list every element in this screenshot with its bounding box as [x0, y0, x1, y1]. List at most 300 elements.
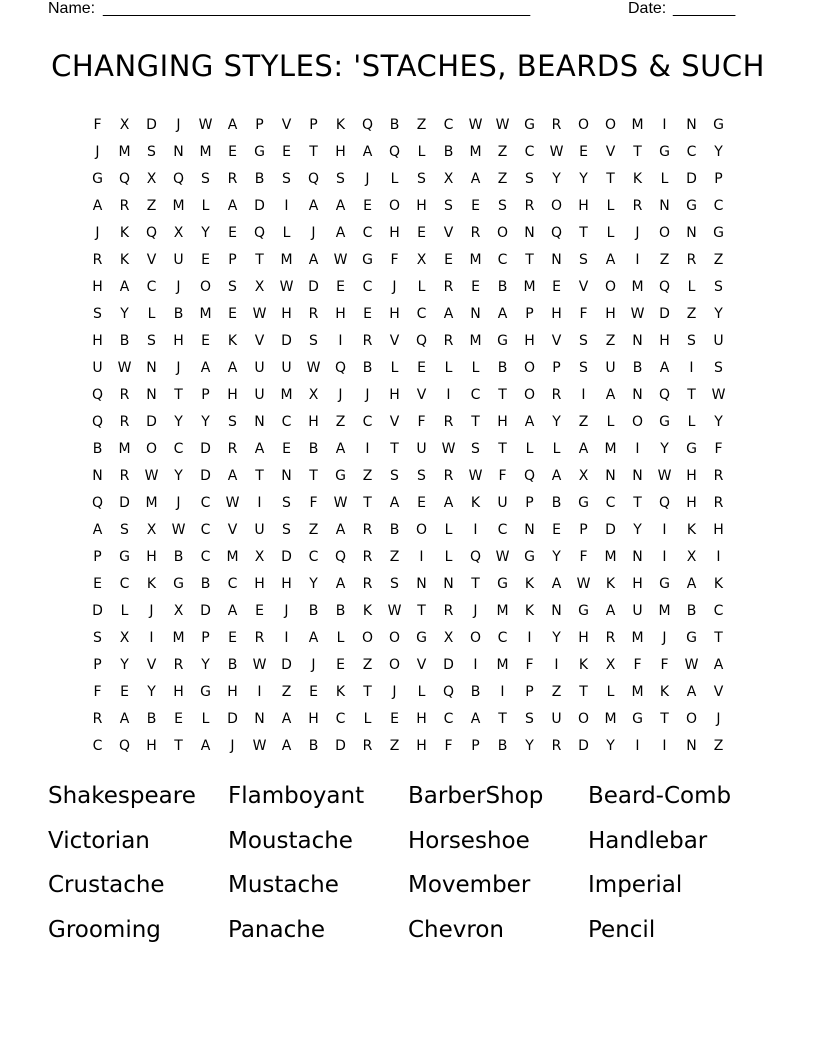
grid-letter: M: [469, 252, 482, 268]
grid-letter: F: [660, 657, 669, 673]
grid-letter: H: [632, 576, 643, 592]
grid-letter: A: [362, 144, 373, 160]
grid-letter: C: [173, 441, 184, 457]
grid-letter: B: [308, 603, 319, 619]
grid-letter: D: [92, 603, 103, 619]
grid-letter: P: [471, 738, 480, 754]
grid-letter: U: [713, 333, 724, 349]
grid-letter: I: [689, 360, 694, 376]
grid-letter: O: [577, 711, 590, 727]
grid-letter: A: [551, 576, 562, 592]
grid-letter: B: [173, 306, 184, 322]
grid-letter: N: [551, 252, 562, 268]
grid-letter: V: [551, 333, 562, 349]
grid-letter: X: [416, 252, 427, 268]
grid-letter: J: [176, 117, 181, 133]
grid-letter: J: [365, 387, 370, 403]
grid-letter: O: [604, 117, 617, 133]
grid-letter: G: [578, 495, 589, 511]
grid-letter: M: [145, 495, 158, 511]
grid-letter: K: [659, 684, 670, 700]
grid-letter: X: [443, 630, 454, 646]
grid-letter: T: [309, 144, 318, 160]
grid-letter: K: [335, 117, 346, 133]
letter-grid: [84, 112, 732, 760]
grid-letter: Y: [579, 171, 588, 187]
grid-letter: C: [686, 144, 697, 160]
word-list-item: Handlebar: [588, 827, 708, 854]
grid-letter: U: [92, 360, 103, 376]
grid-letter: T: [174, 738, 183, 754]
grid-letter: K: [119, 252, 130, 268]
grid-letter: B: [308, 441, 319, 457]
grid-letter: M: [469, 333, 482, 349]
grid-letter: R: [362, 549, 373, 565]
grid-letter: R: [470, 225, 481, 241]
grid-letter: S: [444, 198, 453, 214]
grid-letter: R: [713, 495, 724, 511]
grid-letter: O: [550, 198, 563, 214]
grid-letter: H: [389, 225, 400, 241]
grid-letter: Y: [525, 738, 534, 754]
grid-letter: J: [635, 225, 640, 241]
grid-letter: E: [363, 198, 372, 214]
grid-letter: M: [496, 657, 509, 673]
grid-letter: D: [254, 198, 265, 214]
header-line: [48, 0, 748, 20]
grid-letter: J: [230, 738, 235, 754]
grid-letter: U: [416, 441, 427, 457]
grid-letter: Y: [201, 225, 210, 241]
word-list-item: Victorian: [48, 827, 150, 854]
grid-letter: G: [362, 252, 373, 268]
grid-letter: D: [659, 306, 670, 322]
grid-letter: U: [254, 360, 265, 376]
grid-letter: Y: [633, 522, 642, 538]
grid-letter: L: [417, 279, 426, 295]
grid-letter: A: [578, 441, 589, 457]
word-list-item: Mustache: [228, 872, 339, 898]
grid-letter: H: [551, 306, 562, 322]
grid-letter: H: [173, 333, 184, 349]
grid-letter: Q: [334, 549, 347, 565]
grid-letter: S: [390, 576, 399, 592]
grid-letter: W: [468, 117, 483, 133]
grid-letter: F: [579, 306, 588, 322]
grid-letter: L: [201, 198, 210, 214]
grid-row: [84, 706, 732, 733]
grid-letter: W: [252, 738, 267, 754]
grid-letter: A: [713, 657, 724, 673]
grid-letter: L: [336, 630, 345, 646]
grid-letter: D: [200, 468, 211, 484]
grid-letter: Z: [551, 684, 562, 700]
word-list-item: Panache: [228, 916, 325, 943]
grid-row: [84, 571, 732, 598]
grid-letter: Z: [497, 144, 508, 160]
grid-letter: H: [92, 279, 103, 295]
grid-letter: M: [604, 441, 617, 457]
grid-letter: I: [635, 441, 640, 457]
grid-letter: B: [308, 738, 319, 754]
grid-letter: Q: [334, 360, 347, 376]
grid-letter: T: [498, 711, 507, 727]
grid-letter: A: [605, 387, 616, 403]
grid-letter: U: [632, 603, 643, 619]
grid-letter: C: [119, 576, 130, 592]
grid-letter: B: [389, 117, 400, 133]
grid-letter: U: [551, 711, 562, 727]
grid-letter: T: [471, 414, 480, 430]
word-list: [48, 778, 768, 956]
grid-letter: G: [173, 576, 184, 592]
grid-letter: T: [633, 495, 642, 511]
grid-letter: L: [687, 279, 696, 295]
grid-letter: L: [390, 171, 399, 187]
grid-letter: A: [335, 441, 346, 457]
grid-letter: H: [335, 144, 346, 160]
grid-letter: P: [93, 657, 102, 673]
grid-letter: W: [279, 279, 294, 295]
grid-letter: A: [227, 468, 238, 484]
grid-letter: P: [201, 630, 210, 646]
grid-letter: H: [686, 495, 697, 511]
grid-letter: N: [416, 576, 427, 592]
grid-letter: Q: [523, 468, 536, 484]
grid-letter: K: [362, 603, 373, 619]
grid-letter: T: [687, 387, 696, 403]
grid-letter: Y: [201, 657, 210, 673]
grid-letter: V: [578, 279, 589, 295]
grid-letter: R: [173, 657, 184, 673]
grid-letter: K: [335, 684, 346, 700]
grid-letter: O: [388, 198, 401, 214]
grid-letter: C: [416, 306, 427, 322]
grid-letter: L: [282, 225, 291, 241]
grid-letter: J: [176, 360, 181, 376]
grid-letter: A: [686, 684, 697, 700]
grid-letter: N: [632, 549, 643, 565]
grid-letter: E: [552, 279, 561, 295]
grid-letter: S: [120, 522, 129, 538]
grid-letter: R: [227, 441, 238, 457]
grid-letter: H: [227, 387, 238, 403]
grid-letter: A: [119, 279, 130, 295]
grid-letter: C: [497, 630, 508, 646]
grid-letter: L: [525, 441, 534, 457]
grid-letter: O: [496, 225, 509, 241]
grid-letter: K: [146, 576, 157, 592]
grid-letter: B: [335, 603, 346, 619]
grid-letter: G: [497, 333, 508, 349]
grid-letter: Q: [118, 171, 131, 187]
grid-letter: E: [120, 684, 129, 700]
grid-letter: V: [416, 387, 427, 403]
grid-letter: G: [659, 414, 670, 430]
grid-letter: Z: [281, 684, 292, 700]
grid-letter: E: [174, 711, 183, 727]
grid-letter: R: [119, 387, 130, 403]
grid-letter: I: [419, 549, 424, 565]
grid-letter: I: [473, 657, 478, 673]
grid-letter: X: [605, 657, 616, 673]
grid-letter: C: [470, 387, 481, 403]
grid-letter: W: [495, 117, 510, 133]
grid-letter: L: [417, 144, 426, 160]
grid-letter: B: [146, 711, 157, 727]
grid-letter: M: [631, 684, 644, 700]
grid-letter: T: [606, 171, 615, 187]
grid-letter: X: [119, 630, 130, 646]
grid-letter: X: [686, 549, 697, 565]
grid-letter: P: [201, 387, 210, 403]
grid-letter: U: [254, 387, 265, 403]
grid-letter: A: [308, 198, 319, 214]
grid-letter: K: [524, 576, 535, 592]
grid-letter: M: [469, 144, 482, 160]
grid-letter: C: [713, 198, 724, 214]
grid-letter: D: [443, 657, 454, 673]
grid-letter: A: [200, 738, 211, 754]
grid-letter: Q: [91, 495, 104, 511]
grid-letter: M: [199, 144, 212, 160]
grid-letter: N: [146, 360, 157, 376]
grid-letter: X: [173, 225, 184, 241]
grid-letter: T: [255, 468, 264, 484]
grid-letter: A: [227, 117, 238, 133]
grid-letter: K: [686, 522, 697, 538]
grid-letter: Y: [714, 414, 723, 430]
grid-letter: L: [363, 711, 372, 727]
grid-letter: E: [228, 306, 237, 322]
word-list-item: BarberShop: [408, 783, 544, 809]
grid-letter: P: [255, 117, 264, 133]
grid-letter: I: [149, 630, 154, 646]
grid-letter: Y: [660, 441, 669, 457]
word-list-item: Grooming: [48, 916, 161, 943]
grid-letter: A: [308, 252, 319, 268]
grid-letter: J: [473, 603, 478, 619]
grid-letter: L: [552, 441, 561, 457]
grid-letter: V: [713, 684, 724, 700]
grid-letter: S: [579, 252, 588, 268]
grid-letter: E: [471, 198, 480, 214]
grid-letter: W: [252, 657, 267, 673]
grid-letter: B: [227, 657, 238, 673]
grid-letter: W: [333, 252, 348, 268]
grid-letter: M: [631, 117, 644, 133]
grid-letter: E: [228, 144, 237, 160]
grid-letter: N: [686, 738, 697, 754]
grid-letter: O: [388, 630, 401, 646]
grid-letter: F: [633, 657, 642, 673]
grid-row: [84, 436, 732, 463]
grid-letter: B: [254, 171, 265, 187]
grid-letter: D: [146, 117, 157, 133]
grid-letter: H: [659, 333, 670, 349]
grid-letter: J: [95, 144, 100, 160]
grid-letter: J: [311, 225, 316, 241]
grid-letter: X: [254, 549, 265, 565]
word-list-item: Pencil: [588, 916, 656, 943]
grid-letter: Z: [335, 414, 346, 430]
grid-row: [84, 193, 732, 220]
grid-letter: A: [92, 522, 103, 538]
grid-letter: M: [631, 630, 644, 646]
grid-letter: S: [471, 441, 480, 457]
grid-letter: E: [363, 306, 372, 322]
grid-letter: V: [416, 657, 427, 673]
grid-letter: Q: [388, 144, 401, 160]
grid-letter: Q: [172, 171, 185, 187]
grid-letter: R: [92, 252, 103, 268]
grid-letter: O: [523, 360, 536, 376]
grid-letter: S: [147, 144, 156, 160]
grid-letter: S: [147, 333, 156, 349]
grid-letter: W: [144, 468, 159, 484]
grid-letter: J: [176, 495, 181, 511]
grid-letter: B: [362, 360, 373, 376]
word-list-item: Beard-Comb: [588, 783, 732, 809]
grid-letter: C: [362, 279, 373, 295]
grid-letter: N: [686, 225, 697, 241]
grid-letter: R: [632, 198, 643, 214]
grid-letter: Q: [361, 117, 374, 133]
grid-letter: T: [498, 441, 507, 457]
grid-letter: A: [308, 630, 319, 646]
grid-letter: R: [362, 333, 373, 349]
grid-letter: V: [605, 144, 616, 160]
grid-letter: A: [389, 495, 400, 511]
grid-letter: P: [93, 549, 102, 565]
grid-letter: R: [92, 711, 103, 727]
grid-letter: L: [147, 306, 156, 322]
grid-letter: R: [119, 468, 130, 484]
grid-letter: L: [687, 414, 696, 430]
grid-letter: S: [228, 414, 237, 430]
grid-letter: G: [713, 117, 724, 133]
grid-letter: A: [281, 711, 292, 727]
grid-letter: A: [227, 198, 238, 214]
grid-letter: R: [443, 333, 454, 349]
grid-letter: V: [254, 333, 265, 349]
grid-letter: U: [605, 360, 616, 376]
grid-letter: T: [363, 684, 372, 700]
grid-letter: X: [254, 279, 265, 295]
grid-letter: N: [632, 468, 643, 484]
grid-row: [84, 652, 732, 679]
grid-letter: W: [117, 360, 132, 376]
grid-row: [84, 463, 732, 490]
grid-letter: J: [311, 657, 316, 673]
grid-letter: R: [605, 630, 616, 646]
grid-letter: N: [443, 576, 454, 592]
grid-letter: P: [525, 495, 534, 511]
grid-row: [84, 139, 732, 166]
grid-letter: Q: [550, 225, 563, 241]
grid-letter: A: [659, 360, 670, 376]
grid-letter: T: [255, 252, 264, 268]
grid-letter: J: [392, 684, 397, 700]
grid-letter: I: [581, 387, 586, 403]
grid-letter: I: [338, 333, 343, 349]
grid-letter: I: [662, 738, 667, 754]
grid-letter: C: [308, 549, 319, 565]
grid-letter: E: [336, 279, 345, 295]
grid-letter: I: [662, 522, 667, 538]
grid-letter: W: [684, 657, 699, 673]
name-blank-line: ________________________________________________: [103, 0, 531, 17]
grid-letter: G: [335, 468, 346, 484]
grid-letter: V: [146, 657, 157, 673]
grid-letter: D: [227, 711, 238, 727]
grid-letter: C: [713, 603, 724, 619]
grid-letter: W: [225, 495, 240, 511]
grid-letter: V: [443, 225, 454, 241]
grid-letter: S: [282, 171, 291, 187]
grid-letter: H: [92, 333, 103, 349]
grid-letter: A: [227, 603, 238, 619]
grid-row: [84, 301, 732, 328]
grid-letter: C: [443, 711, 454, 727]
grid-letter: G: [92, 171, 103, 187]
grid-letter: U: [281, 360, 292, 376]
grid-letter: R: [443, 279, 454, 295]
grid-letter: T: [498, 387, 507, 403]
grid-letter: S: [525, 171, 534, 187]
grid-letter: O: [415, 522, 428, 538]
grid-letter: P: [525, 306, 534, 322]
grid-letter: S: [228, 279, 237, 295]
grid-letter: M: [631, 279, 644, 295]
grid-letter: E: [201, 252, 210, 268]
grid-letter: K: [119, 225, 130, 241]
grid-letter: G: [632, 711, 643, 727]
grid-row: [84, 517, 732, 544]
grid-row: [84, 625, 732, 652]
grid-letter: Y: [714, 144, 723, 160]
grid-letter: H: [335, 306, 346, 322]
grid-letter: E: [390, 711, 399, 727]
grid-letter: B: [119, 333, 130, 349]
grid-letter: P: [714, 171, 723, 187]
grid-letter: H: [686, 468, 697, 484]
grid-letter: W: [306, 360, 321, 376]
grid-letter: E: [228, 225, 237, 241]
grid-row: [84, 328, 732, 355]
grid-row: [84, 355, 732, 382]
grid-letter: B: [686, 603, 697, 619]
grid-letter: A: [605, 603, 616, 619]
grid-letter: L: [444, 360, 453, 376]
grid-letter: X: [308, 387, 319, 403]
grid-letter: H: [416, 198, 427, 214]
grid-letter: F: [390, 252, 399, 268]
grid-letter: C: [335, 711, 346, 727]
grid-letter: C: [281, 414, 292, 430]
grid-letter: T: [579, 684, 588, 700]
grid-letter: N: [659, 198, 670, 214]
grid-letter: Z: [578, 414, 589, 430]
word-list-item: Moustache: [228, 827, 353, 854]
grid-letter: I: [662, 117, 667, 133]
grid-row: [84, 220, 732, 247]
grid-letter: R: [362, 576, 373, 592]
grid-letter: H: [281, 576, 292, 592]
grid-letter: I: [662, 549, 667, 565]
grid-letter: L: [417, 684, 426, 700]
grid-row: [84, 274, 732, 301]
